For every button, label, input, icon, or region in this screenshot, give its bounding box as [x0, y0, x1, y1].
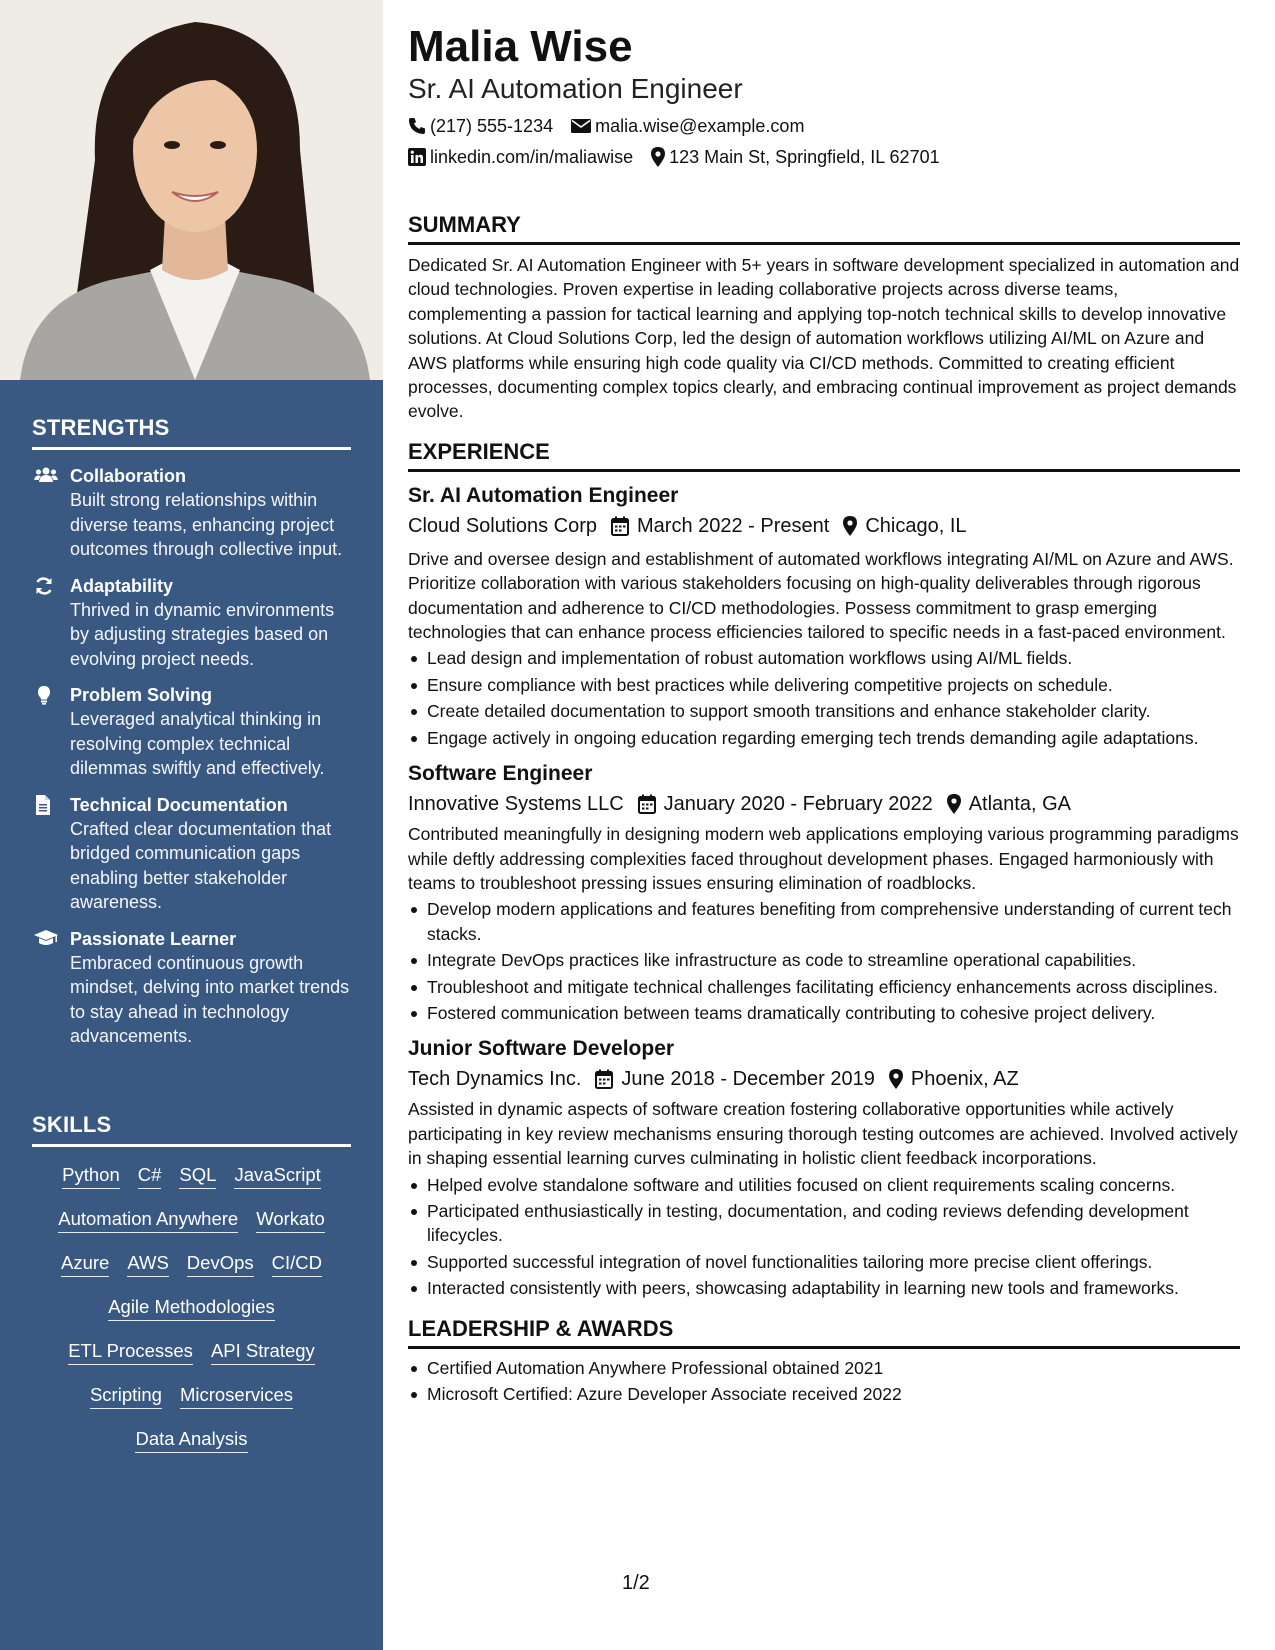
skill-tag: Python: [62, 1164, 120, 1189]
job-entry: [408, 1035, 1240, 1300]
strength-title: Passionate Learner: [70, 928, 237, 949]
skill-tag: ETL Processes: [68, 1340, 193, 1365]
location-text: Chicago, IL: [865, 514, 967, 537]
strength-item: [32, 683, 351, 781]
skills-heading: SKILLS: [32, 1112, 351, 1147]
phone-number: (217) 555-1234: [430, 116, 554, 136]
portrait-image: [0, 0, 383, 380]
awards-section: [408, 1315, 1240, 1407]
bullet-item: Integrate DevOps practices like infrastructure as code to streamline operational capabilities.: [408, 948, 1240, 972]
bullet-item: Lead design and implementation of robust automation workflows using AI/ML fields.: [408, 646, 1240, 670]
strength-desc: Crafted clear documentation that bridged communication gaps enabling better stakeholder awareness.: [70, 818, 332, 912]
skill-tag: Scripting: [90, 1384, 162, 1409]
summary-text: Dedicated Sr. AI Automation Engineer with 5+ years in software development specialized in automation and cloud technologies. Proven expertise in leading collaborative projects across diverse teams, complementing a passion for tactical learning and applying top-notch technical skills to develop innovative solutions. At Cloud Solutions Corp, led the design of automation workflows utilizing AI/ML on Azure and AWS platforms while ensuring high code quality via CI/CD methods. Committed to creating efficient processes, documenting complex topics clearly, and embracing continual improvement as project demands evolve.: [408, 255, 1240, 422]
strength-desc: Embraced continuous growth mindset, delving into market trends to stay ahead in technology advancements.: [70, 952, 350, 1046]
bullet-item: Participated enthusiastically in testing, documentation, and coding reviews defending development lifecycles.: [408, 1199, 1240, 1248]
job-meta: [408, 790, 1240, 818]
awards-heading: LEADERSHIP & AWARDS: [408, 1315, 1240, 1349]
company-name: Innovative Systems LLC: [408, 793, 624, 816]
date-range: March 2022 - Present: [637, 514, 830, 537]
date-range: January 2020 - February 2022: [663, 793, 933, 816]
job-location: [843, 512, 966, 540]
skill-tag: CI/CD: [272, 1252, 322, 1277]
envelope-icon: [571, 118, 591, 134]
skill-tag: C#: [138, 1164, 162, 1189]
sidebar: [0, 0, 383, 1650]
skills-row: [32, 1428, 351, 1453]
job-description: Drive and oversee design and establishment of automated workflows integrating AI/ML on Azure and AWS. Prioritize collaboration with various stakeholders focusing on high-quality deliverables through rigorous documentation and adherence to CI/CD methodologies. Possess commitment to grasp emerging technologies that can enhance process efficiencies tailored to specific needs in a fast-paced environment.: [408, 548, 1234, 643]
strength-desc: Built strong relationships within diverse teams, enhancing project outcomes through collective input.: [70, 490, 343, 559]
address-contact: [651, 145, 940, 169]
company-name: Tech Dynamics Inc.: [408, 1068, 582, 1091]
job-role: Software Engineer: [408, 762, 593, 786]
bullet-item: Helped evolve standalone software and utilities focused on client requirements scaling concerns.: [408, 1173, 1240, 1197]
job-bullets: [408, 1173, 1240, 1301]
awards-list: [408, 1356, 1240, 1407]
skill-tag: Workato: [256, 1208, 325, 1233]
page-number: 1/2: [622, 1572, 650, 1594]
skill-tag: Microservices: [180, 1384, 293, 1409]
skill-tag: Automation Anywhere: [58, 1208, 238, 1233]
address-text: 123 Main St, Springfield, IL 62701: [669, 147, 940, 167]
location-text: Atlanta, GA: [968, 793, 1071, 816]
company-name: Cloud Solutions Corp: [408, 514, 597, 537]
skills-row: [32, 1164, 351, 1189]
map-pin-icon: [651, 147, 665, 167]
bullet-item: Ensure compliance with best practices while delivering competitive projects on schedule.: [408, 673, 1240, 697]
email-address: malia.wise@example.com: [595, 116, 805, 136]
job-description: Assisted in dynamic aspects of software creation fostering collaborative opportunities while actively participating in key review mechanisms ensuring thorough testing outcomes are achieved. Involved actively in shaping essential learning curves culminating in holistic client feedback incorporations.: [408, 1099, 1238, 1169]
location-text: Phoenix, AZ: [910, 1068, 1019, 1091]
bullet-item: Interacted consistently with peers, showcasing adaptability in learning new tools and frameworks.: [408, 1276, 1240, 1300]
linkedin-contact: [408, 145, 633, 169]
job-entry: [408, 482, 1240, 750]
job-bullets: [408, 646, 1240, 750]
main-content: [408, 22, 1240, 1406]
contact-row: [408, 145, 1240, 169]
job-description: Contributed meaningfully in designing modern web applications employing various programming paradigms while deftly addressing complexities faced throughout development phases. Engaged harmoniously with teams to troubleshoot pressing issues ensuring elimination of roadblocks.: [408, 824, 1239, 893]
job-bullets: [408, 897, 1240, 1025]
strengths-heading: STRENGTHS: [32, 415, 351, 450]
strength-title: Collaboration: [70, 466, 186, 486]
job-meta: [408, 1065, 1240, 1093]
strength-item: [32, 927, 351, 1049]
bullet-item: Develop modern applications and features benefiting from comprehensive understanding of current tech stacks.: [408, 897, 1240, 946]
job-entry: [408, 760, 1240, 1025]
contact-row: [408, 114, 1240, 138]
skill-tag: Data Analysis: [135, 1428, 247, 1453]
strength-title: Technical Documentation: [70, 794, 288, 815]
skills-row: [32, 1296, 351, 1321]
sync-icon: [32, 574, 70, 672]
strength-desc: Leveraged analytical thinking in resolving complex technical dilemmas swiftly and effectively.: [70, 709, 325, 778]
skills-row: [32, 1384, 351, 1409]
bullet-item: Engage actively in ongoing education regarding emerging tech trends demanding agile adaptations.: [408, 726, 1240, 750]
skill-tag: API Strategy: [211, 1340, 315, 1365]
award-item: Microsoft Certified: Azure Developer Associate received 2022: [408, 1382, 1240, 1406]
graduation-cap-icon: [32, 927, 70, 1049]
users-icon: [32, 464, 70, 562]
skill-tag: DevOps: [187, 1252, 254, 1277]
strength-item: [32, 464, 351, 562]
phone-contact: [408, 114, 553, 138]
job-dates: [611, 512, 829, 540]
bullet-item: Supported successful integration of novel functionalities tailoring more precise client offerings.: [408, 1250, 1240, 1274]
calendar-icon: [611, 516, 629, 536]
job-dates: [638, 790, 933, 818]
lightbulb-icon: [32, 683, 70, 781]
skills-row: [32, 1252, 351, 1277]
candidate-title: Sr. AI Automation Engineer: [408, 73, 743, 104]
document-icon: [32, 793, 70, 915]
map-pin-icon: [889, 1069, 903, 1089]
skill-tag: Agile Methodologies: [108, 1296, 275, 1321]
skill-tag: SQL: [179, 1164, 216, 1189]
strength-title: Adaptability: [70, 575, 174, 596]
skill-tag: AWS: [127, 1252, 168, 1277]
profile-photo: [0, 0, 383, 380]
phone-icon: [408, 117, 426, 135]
linkedin-icon: [408, 148, 426, 166]
job-role: Junior Software Developer: [408, 1037, 675, 1061]
experience-heading: EXPERIENCE: [408, 438, 1240, 472]
strength-title: Problem Solving: [70, 685, 213, 705]
experience-section: [408, 438, 1240, 1301]
calendar-icon: [638, 794, 656, 814]
strength-desc: Thrived in dynamic environments by adjusting strategies based on evolving project needs.: [70, 599, 335, 669]
job-location: [889, 1065, 1019, 1093]
skills-section: [32, 1112, 351, 1453]
summary-heading: SUMMARY: [408, 211, 1240, 245]
job-location: [947, 790, 1071, 818]
summary-section: [408, 211, 1240, 424]
award-item: Certified Automation Anywhere Professional obtained 2021: [408, 1356, 1240, 1380]
candidate-name: Malia Wise: [408, 22, 633, 71]
calendar-icon: [595, 1069, 613, 1089]
bullet-item: Create detailed documentation to support smooth transitions and enhance stakeholder clarity.: [408, 699, 1240, 723]
bullet-item: Troubleshoot and mitigate technical challenges facilitating efficiency enhancements across disciplines.: [408, 975, 1240, 999]
strength-item: [32, 574, 351, 672]
email-contact: [571, 114, 804, 138]
skills-row: [32, 1208, 351, 1233]
linkedin-url: linkedin.com/in/maliawise: [430, 147, 634, 167]
job-meta: [408, 512, 1240, 540]
map-pin-icon: [843, 516, 857, 536]
strength-item: [32, 793, 351, 915]
skills-row: [32, 1340, 351, 1365]
job-dates: [595, 1065, 875, 1093]
strengths-section: [32, 415, 351, 1049]
job-role: Sr. AI Automation Engineer: [408, 483, 679, 507]
map-pin-icon: [947, 794, 961, 814]
skill-tag: JavaScript: [234, 1164, 320, 1189]
skill-tag: Azure: [61, 1252, 109, 1277]
date-range: June 2018 - December 2019: [621, 1068, 875, 1091]
bullet-item: Fostered communication between teams dramatically contributing to cohesive project delivery.: [408, 1001, 1240, 1025]
